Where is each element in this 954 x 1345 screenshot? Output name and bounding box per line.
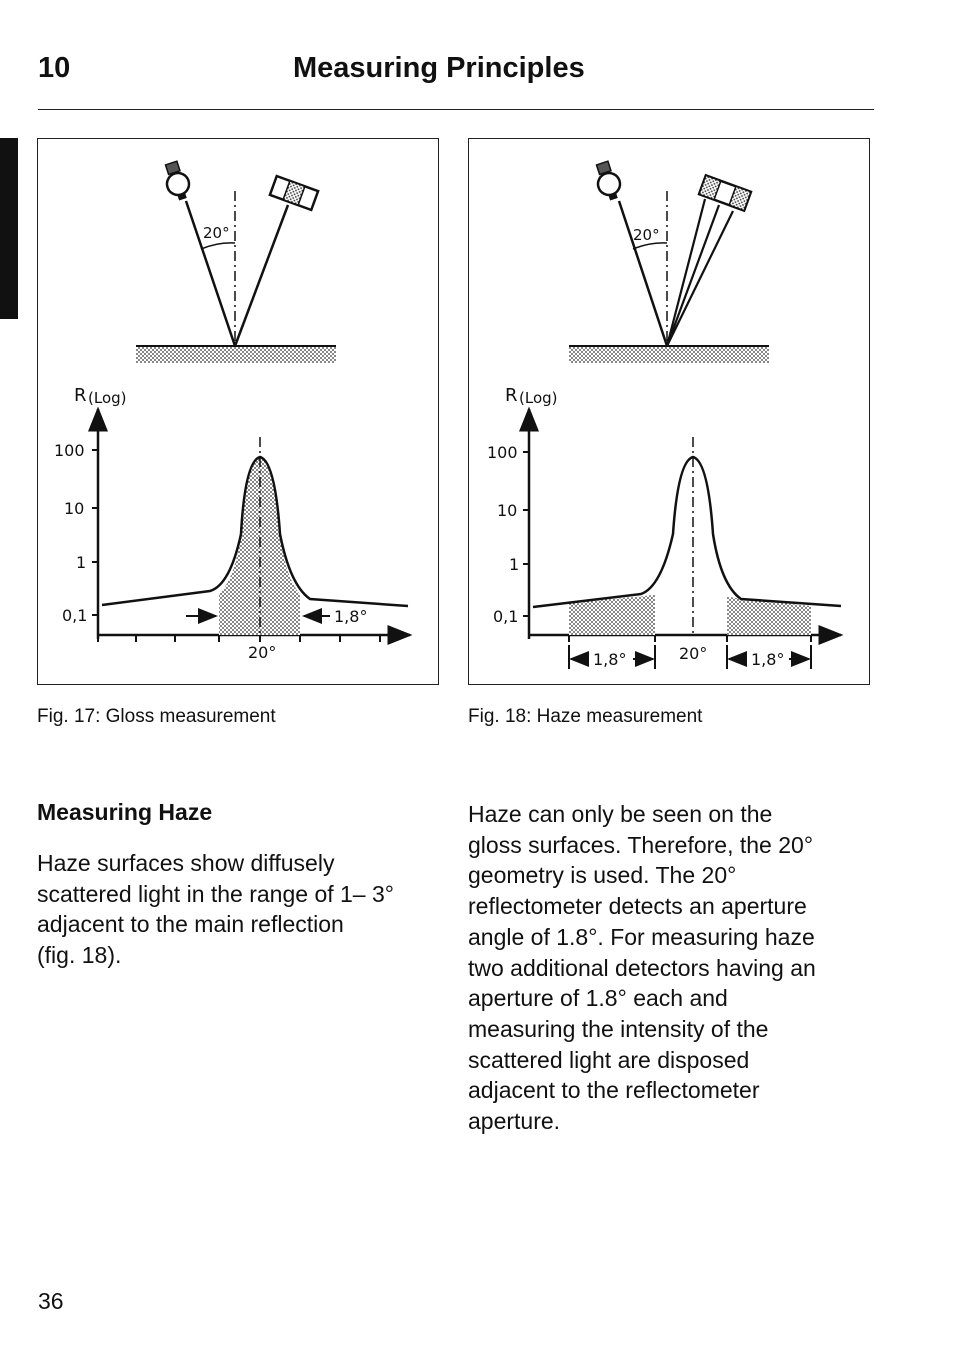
section-heading: Measuring Haze [37,799,213,825]
chapter-number: 10 [38,52,71,84]
sample-surface [136,346,336,363]
aperture-label: 1,8° [334,607,368,626]
y-tick-100: 100 [487,443,518,462]
haze-diagram [469,139,871,686]
angle-label: 20° [203,224,230,242]
figure-gloss-measurement [37,138,439,685]
detector-array-icon [699,175,751,210]
aperture-label-left: 1,8° [593,650,627,669]
y-tick-1: 1 [76,553,87,572]
y-tick-10: 10 [497,501,518,520]
chapter-edge-tab [0,138,18,319]
lamp-icon [592,160,625,203]
reflectance-curve [533,457,841,607]
chapter-title: Measuring Principles [293,52,585,84]
reflected-ray [667,205,719,346]
scattered-ray-left [667,199,705,346]
body-paragraph-left: Haze surfaces show diffusely scattered light in the range of 1– 3° adjacent to the main reflection (fig. 18). [37,850,394,969]
detector-icon [270,176,318,210]
y-axis-unit: (Log) [519,389,558,407]
figure-haze-measurement [468,138,870,685]
incident-ray [186,201,235,346]
y-axis-unit: (Log) [88,389,127,407]
header-divider [38,109,874,110]
gloss-diagram [38,139,440,686]
x-center-label: 20° [679,644,708,663]
y-tick-0-1: 0,1 [493,607,519,626]
y-tick-10: 10 [64,499,85,518]
y-tick-1: 1 [509,555,520,574]
y-tick-100: 100 [54,441,85,460]
figure-caption-gloss: Fig. 17: Gloss measurement [37,706,276,727]
x-center-label: 20° [248,643,277,662]
incident-ray [619,201,667,346]
scattered-ray-right [667,211,733,346]
angle-label: 20° [633,226,660,244]
y-axis-label: R [74,385,87,406]
y-axis-label: R [505,385,518,406]
body-paragraph-right: Haze can only be seen on the gloss surfaces. Therefore, the 20° geometry is used. The 20° reflectometer detects an aperture angle of 1.8°. For measuring haze two additional detectors having an aperture of 1.8° each and measuring the intensity of the scattered light are disposed adjacent to the reflectometer aperture. [468,801,816,1135]
aperture-label-right: 1,8° [751,650,785,669]
page-number: 36 [38,1288,64,1314]
sample-surface [569,346,769,363]
y-tick-0-1: 0,1 [62,606,88,625]
figure-caption-haze: Fig. 18: Haze measurement [468,706,703,727]
reflected-ray [235,205,288,346]
lamp-icon [161,160,194,203]
